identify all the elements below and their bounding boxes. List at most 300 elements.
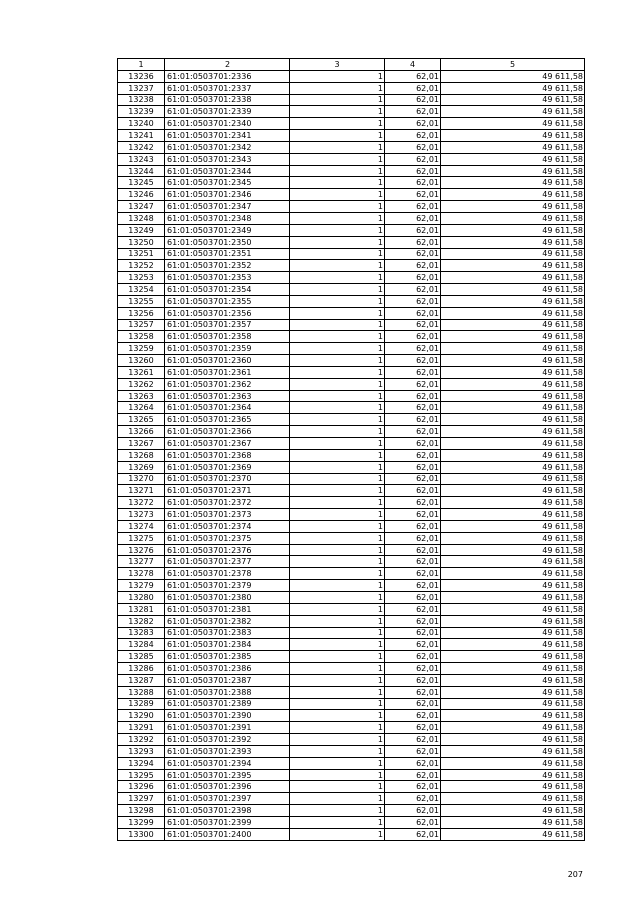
table-row [118,343,585,355]
row-number-cell: 13247 [118,201,165,213]
area-cell: 62,01 [385,556,441,568]
row-number-cell: 13287 [118,674,165,686]
row-number-cell: 13294 [118,757,165,769]
area-cell: 62,01 [385,118,441,130]
column-header-2: 2 [165,59,290,71]
table-row [118,82,585,94]
row-number-cell: 13270 [118,473,165,485]
area-cell: 62,01 [385,295,441,307]
area-cell: 62,01 [385,94,441,106]
row-number-cell: 13298 [118,805,165,817]
quantity-cell: 1 [290,556,385,568]
area-cell: 62,01 [385,615,441,627]
row-number-cell: 13258 [118,331,165,343]
area-cell: 62,01 [385,189,441,201]
quantity-cell: 1 [290,805,385,817]
table-row [118,177,585,189]
table-row [118,639,585,651]
cadastral-number-cell: 61:01:0503701:2400 [165,828,290,840]
value-cell: 49 611,58 [441,212,585,224]
value-cell: 49 611,58 [441,70,585,82]
quantity-cell: 1 [290,544,385,556]
cadastral-number-cell: 61:01:0503701:2389 [165,698,290,710]
row-number-cell: 13277 [118,556,165,568]
cadastral-number-cell: 61:01:0503701:2394 [165,757,290,769]
value-cell: 49 611,58 [441,130,585,142]
area-cell: 62,01 [385,272,441,284]
column-header-5: 5 [441,59,585,71]
table-row [118,165,585,177]
value-cell: 49 611,58 [441,568,585,580]
quantity-cell: 1 [290,651,385,663]
row-number-cell: 13275 [118,532,165,544]
area-cell: 62,01 [385,366,441,378]
cadastral-number-cell: 61:01:0503701:2339 [165,106,290,118]
quantity-cell: 1 [290,686,385,698]
quantity-cell: 1 [290,485,385,497]
cadastral-number-cell: 61:01:0503701:2377 [165,556,290,568]
value-cell: 49 611,58 [441,402,585,414]
row-number-cell: 13265 [118,414,165,426]
area-cell: 62,01 [385,70,441,82]
quantity-cell: 1 [290,130,385,142]
value-cell: 49 611,58 [441,390,585,402]
table-row [118,449,585,461]
value-cell: 49 611,58 [441,331,585,343]
row-number-cell: 13256 [118,307,165,319]
row-number-cell: 13273 [118,509,165,521]
table-row [118,307,585,319]
area-cell: 62,01 [385,284,441,296]
value-cell: 49 611,58 [441,284,585,296]
value-cell: 49 611,58 [441,663,585,675]
table-row [118,710,585,722]
area-cell: 62,01 [385,449,441,461]
area-cell: 62,01 [385,793,441,805]
value-cell: 49 611,58 [441,295,585,307]
cadastral-number-cell: 61:01:0503701:2365 [165,414,290,426]
cadastral-number-cell: 61:01:0503701:2346 [165,189,290,201]
area-cell: 62,01 [385,438,441,450]
cadastral-number-cell: 61:01:0503701:2399 [165,817,290,829]
quantity-cell: 1 [290,615,385,627]
cadastral-number-cell: 61:01:0503701:2371 [165,485,290,497]
quantity-cell: 1 [290,118,385,130]
header-row [118,59,585,71]
value-cell: 49 611,58 [441,82,585,94]
cadastral-number-cell: 61:01:0503701:2351 [165,248,290,260]
row-number-cell: 13267 [118,438,165,450]
value-cell: 49 611,58 [441,698,585,710]
quantity-cell: 1 [290,224,385,236]
table-row [118,70,585,82]
cadastral-number-cell: 61:01:0503701:2361 [165,366,290,378]
area-cell: 62,01 [385,745,441,757]
area-cell: 62,01 [385,165,441,177]
quantity-cell: 1 [290,106,385,118]
area-cell: 62,01 [385,141,441,153]
table-row [118,284,585,296]
table-row [118,509,585,521]
row-number-cell: 13257 [118,319,165,331]
cadastral-number-cell: 61:01:0503701:2396 [165,781,290,793]
column-header-3: 3 [290,59,385,71]
value-cell: 49 611,58 [441,343,585,355]
quantity-cell: 1 [290,509,385,521]
value-cell: 49 611,58 [441,745,585,757]
quantity-cell: 1 [290,438,385,450]
value-cell: 49 611,58 [441,165,585,177]
value-cell: 49 611,58 [441,461,585,473]
value-cell: 49 611,58 [441,224,585,236]
table-row [118,544,585,556]
cadastral-number-cell: 61:01:0503701:2341 [165,130,290,142]
quantity-cell: 1 [290,828,385,840]
quantity-cell: 1 [290,355,385,367]
value-cell: 49 611,58 [441,94,585,106]
table-row [118,615,585,627]
data-table [117,58,585,841]
cadastral-number-cell: 61:01:0503701:2374 [165,520,290,532]
table-row [118,769,585,781]
quantity-cell: 1 [290,248,385,260]
quantity-cell: 1 [290,532,385,544]
table-row [118,130,585,142]
row-number-cell: 13281 [118,603,165,615]
value-cell: 49 611,58 [441,307,585,319]
value-cell: 49 611,58 [441,580,585,592]
row-number-cell: 13259 [118,343,165,355]
area-cell: 62,01 [385,248,441,260]
quantity-cell: 1 [290,260,385,272]
row-number-cell: 13253 [118,272,165,284]
cadastral-number-cell: 61:01:0503701:2362 [165,378,290,390]
area-cell: 62,01 [385,603,441,615]
table-row [118,319,585,331]
table-row [118,805,585,817]
cadastral-number-cell: 61:01:0503701:2391 [165,722,290,734]
row-number-cell: 13239 [118,106,165,118]
area-cell: 62,01 [385,781,441,793]
cadastral-number-cell: 61:01:0503701:2368 [165,449,290,461]
table-row [118,248,585,260]
row-number-cell: 13293 [118,745,165,757]
area-cell: 62,01 [385,390,441,402]
area-cell: 62,01 [385,497,441,509]
area-cell: 62,01 [385,355,441,367]
area-cell: 62,01 [385,378,441,390]
row-number-cell: 13274 [118,520,165,532]
area-cell: 62,01 [385,639,441,651]
value-cell: 49 611,58 [441,674,585,686]
table-row [118,272,585,284]
row-number-cell: 13241 [118,130,165,142]
area-cell: 62,01 [385,106,441,118]
value-cell: 49 611,58 [441,153,585,165]
row-number-cell: 13278 [118,568,165,580]
quantity-cell: 1 [290,817,385,829]
table-row [118,295,585,307]
area-cell: 62,01 [385,426,441,438]
quantity-cell: 1 [290,710,385,722]
quantity-cell: 1 [290,734,385,746]
cadastral-number-cell: 61:01:0503701:2355 [165,295,290,307]
area-cell: 62,01 [385,663,441,675]
area-cell: 62,01 [385,414,441,426]
quantity-cell: 1 [290,236,385,248]
cadastral-number-cell: 61:01:0503701:2379 [165,580,290,592]
area-cell: 62,01 [385,544,441,556]
value-cell: 49 611,58 [441,817,585,829]
area-cell: 62,01 [385,532,441,544]
quantity-cell: 1 [290,94,385,106]
area-cell: 62,01 [385,331,441,343]
value-cell: 49 611,58 [441,118,585,130]
table-row [118,106,585,118]
value-cell: 49 611,58 [441,449,585,461]
area-cell: 62,01 [385,130,441,142]
cadastral-number-cell: 61:01:0503701:2336 [165,70,290,82]
quantity-cell: 1 [290,520,385,532]
table-row [118,402,585,414]
value-cell: 49 611,58 [441,272,585,284]
quantity-cell: 1 [290,177,385,189]
quantity-cell: 1 [290,473,385,485]
cadastral-number-cell: 61:01:0503701:2358 [165,331,290,343]
cadastral-number-cell: 61:01:0503701:2385 [165,651,290,663]
value-cell: 49 611,58 [441,627,585,639]
quantity-cell: 1 [290,307,385,319]
area-cell: 62,01 [385,485,441,497]
table-row [118,94,585,106]
area-cell: 62,01 [385,651,441,663]
area-cell: 62,01 [385,674,441,686]
value-cell: 49 611,58 [441,757,585,769]
column-header-4: 4 [385,59,441,71]
table-header [118,59,585,71]
quantity-cell: 1 [290,639,385,651]
value-cell: 49 611,58 [441,355,585,367]
cadastral-number-cell: 61:01:0503701:2375 [165,532,290,544]
cadastral-number-cell: 61:01:0503701:2356 [165,307,290,319]
row-number-cell: 13269 [118,461,165,473]
table-row [118,461,585,473]
cadastral-number-cell: 61:01:0503701:2382 [165,615,290,627]
quantity-cell: 1 [290,449,385,461]
cadastral-number-cell: 61:01:0503701:2395 [165,769,290,781]
value-cell: 49 611,58 [441,639,585,651]
row-number-cell: 13245 [118,177,165,189]
cadastral-number-cell: 61:01:0503701:2364 [165,402,290,414]
area-cell: 62,01 [385,627,441,639]
cadastral-number-cell: 61:01:0503701:2347 [165,201,290,213]
cadastral-number-cell: 61:01:0503701:2372 [165,497,290,509]
quantity-cell: 1 [290,201,385,213]
value-cell: 49 611,58 [441,201,585,213]
area-cell: 62,01 [385,319,441,331]
row-number-cell: 13255 [118,295,165,307]
quantity-cell: 1 [290,284,385,296]
area-cell: 62,01 [385,769,441,781]
table-row [118,118,585,130]
table-row [118,236,585,248]
table-row [118,781,585,793]
value-cell: 49 611,58 [441,722,585,734]
row-number-cell: 13271 [118,485,165,497]
quantity-cell: 1 [290,580,385,592]
quantity-cell: 1 [290,343,385,355]
cadastral-number-cell: 61:01:0503701:2357 [165,319,290,331]
table-row [118,485,585,497]
area-cell: 62,01 [385,236,441,248]
row-number-cell: 13290 [118,710,165,722]
table-row [118,734,585,746]
value-cell: 49 611,58 [441,651,585,663]
quantity-cell: 1 [290,568,385,580]
row-number-cell: 13300 [118,828,165,840]
value-cell: 49 611,58 [441,556,585,568]
row-number-cell: 13252 [118,260,165,272]
table-row [118,698,585,710]
area-cell: 62,01 [385,82,441,94]
quantity-cell: 1 [290,70,385,82]
area-cell: 62,01 [385,710,441,722]
row-number-cell: 13246 [118,189,165,201]
cadastral-number-cell: 61:01:0503701:2376 [165,544,290,556]
row-number-cell: 13268 [118,449,165,461]
cadastral-number-cell: 61:01:0503701:2378 [165,568,290,580]
cadastral-number-cell: 61:01:0503701:2345 [165,177,290,189]
table-row [118,556,585,568]
table-row [118,189,585,201]
value-cell: 49 611,58 [441,106,585,118]
table-row [118,390,585,402]
area-cell: 62,01 [385,343,441,355]
cadastral-number-cell: 61:01:0503701:2373 [165,509,290,521]
table-row [118,745,585,757]
row-number-cell: 13285 [118,651,165,663]
row-number-cell: 13237 [118,82,165,94]
area-cell: 62,01 [385,805,441,817]
row-number-cell: 13240 [118,118,165,130]
row-number-cell: 13236 [118,70,165,82]
cadastral-number-cell: 61:01:0503701:2359 [165,343,290,355]
quantity-cell: 1 [290,153,385,165]
quantity-cell: 1 [290,461,385,473]
value-cell: 49 611,58 [441,769,585,781]
table-row [118,497,585,509]
table-row [118,532,585,544]
value-cell: 49 611,58 [441,260,585,272]
value-cell: 49 611,58 [441,805,585,817]
table-row [118,828,585,840]
area-cell: 62,01 [385,224,441,236]
quantity-cell: 1 [290,591,385,603]
quantity-cell: 1 [290,390,385,402]
page-number: 207 [567,870,583,879]
row-number-cell: 13291 [118,722,165,734]
value-cell: 49 611,58 [441,485,585,497]
value-cell: 49 611,58 [441,473,585,485]
table-row [118,355,585,367]
cadastral-number-cell: 61:01:0503701:2393 [165,745,290,757]
table-row [118,378,585,390]
quantity-cell: 1 [290,378,385,390]
cadastral-number-cell: 61:01:0503701:2380 [165,591,290,603]
table-row [118,591,585,603]
quantity-cell: 1 [290,82,385,94]
cadastral-number-cell: 61:01:0503701:2348 [165,212,290,224]
row-number-cell: 13272 [118,497,165,509]
quantity-cell: 1 [290,698,385,710]
area-cell: 62,01 [385,734,441,746]
quantity-cell: 1 [290,141,385,153]
value-cell: 49 611,58 [441,414,585,426]
area-cell: 62,01 [385,591,441,603]
quantity-cell: 1 [290,295,385,307]
cadastral-number-cell: 61:01:0503701:2363 [165,390,290,402]
table-row [118,141,585,153]
row-number-cell: 13295 [118,769,165,781]
row-number-cell: 13264 [118,402,165,414]
table-row [118,568,585,580]
area-cell: 62,01 [385,817,441,829]
value-cell: 49 611,58 [441,686,585,698]
value-cell: 49 611,58 [441,378,585,390]
row-number-cell: 13249 [118,224,165,236]
quantity-cell: 1 [290,674,385,686]
area-cell: 62,01 [385,698,441,710]
row-number-cell: 13263 [118,390,165,402]
quantity-cell: 1 [290,212,385,224]
table-row [118,603,585,615]
area-cell: 62,01 [385,177,441,189]
quantity-cell: 1 [290,189,385,201]
row-number-cell: 13289 [118,698,165,710]
row-number-cell: 13296 [118,781,165,793]
row-number-cell: 13276 [118,544,165,556]
quantity-cell: 1 [290,769,385,781]
area-cell: 62,01 [385,722,441,734]
cadastral-number-cell: 61:01:0503701:2350 [165,236,290,248]
cadastral-number-cell: 61:01:0503701:2353 [165,272,290,284]
column-header-1: 1 [118,59,165,71]
quantity-cell: 1 [290,757,385,769]
cadastral-number-cell: 61:01:0503701:2390 [165,710,290,722]
cadastral-number-cell: 61:01:0503701:2343 [165,153,290,165]
cadastral-number-cell: 61:01:0503701:2349 [165,224,290,236]
row-number-cell: 13292 [118,734,165,746]
quantity-cell: 1 [290,414,385,426]
value-cell: 49 611,58 [441,366,585,378]
table-row [118,663,585,675]
cadastral-number-cell: 61:01:0503701:2367 [165,438,290,450]
row-number-cell: 13262 [118,378,165,390]
value-cell: 49 611,58 [441,497,585,509]
table-row [118,153,585,165]
value-cell: 49 611,58 [441,189,585,201]
quantity-cell: 1 [290,402,385,414]
table-row [118,580,585,592]
row-number-cell: 13266 [118,426,165,438]
cadastral-number-cell: 61:01:0503701:2342 [165,141,290,153]
quantity-cell: 1 [290,331,385,343]
value-cell: 49 611,58 [441,426,585,438]
quantity-cell: 1 [290,663,385,675]
area-cell: 62,01 [385,260,441,272]
quantity-cell: 1 [290,781,385,793]
cadastral-number-cell: 61:01:0503701:2392 [165,734,290,746]
